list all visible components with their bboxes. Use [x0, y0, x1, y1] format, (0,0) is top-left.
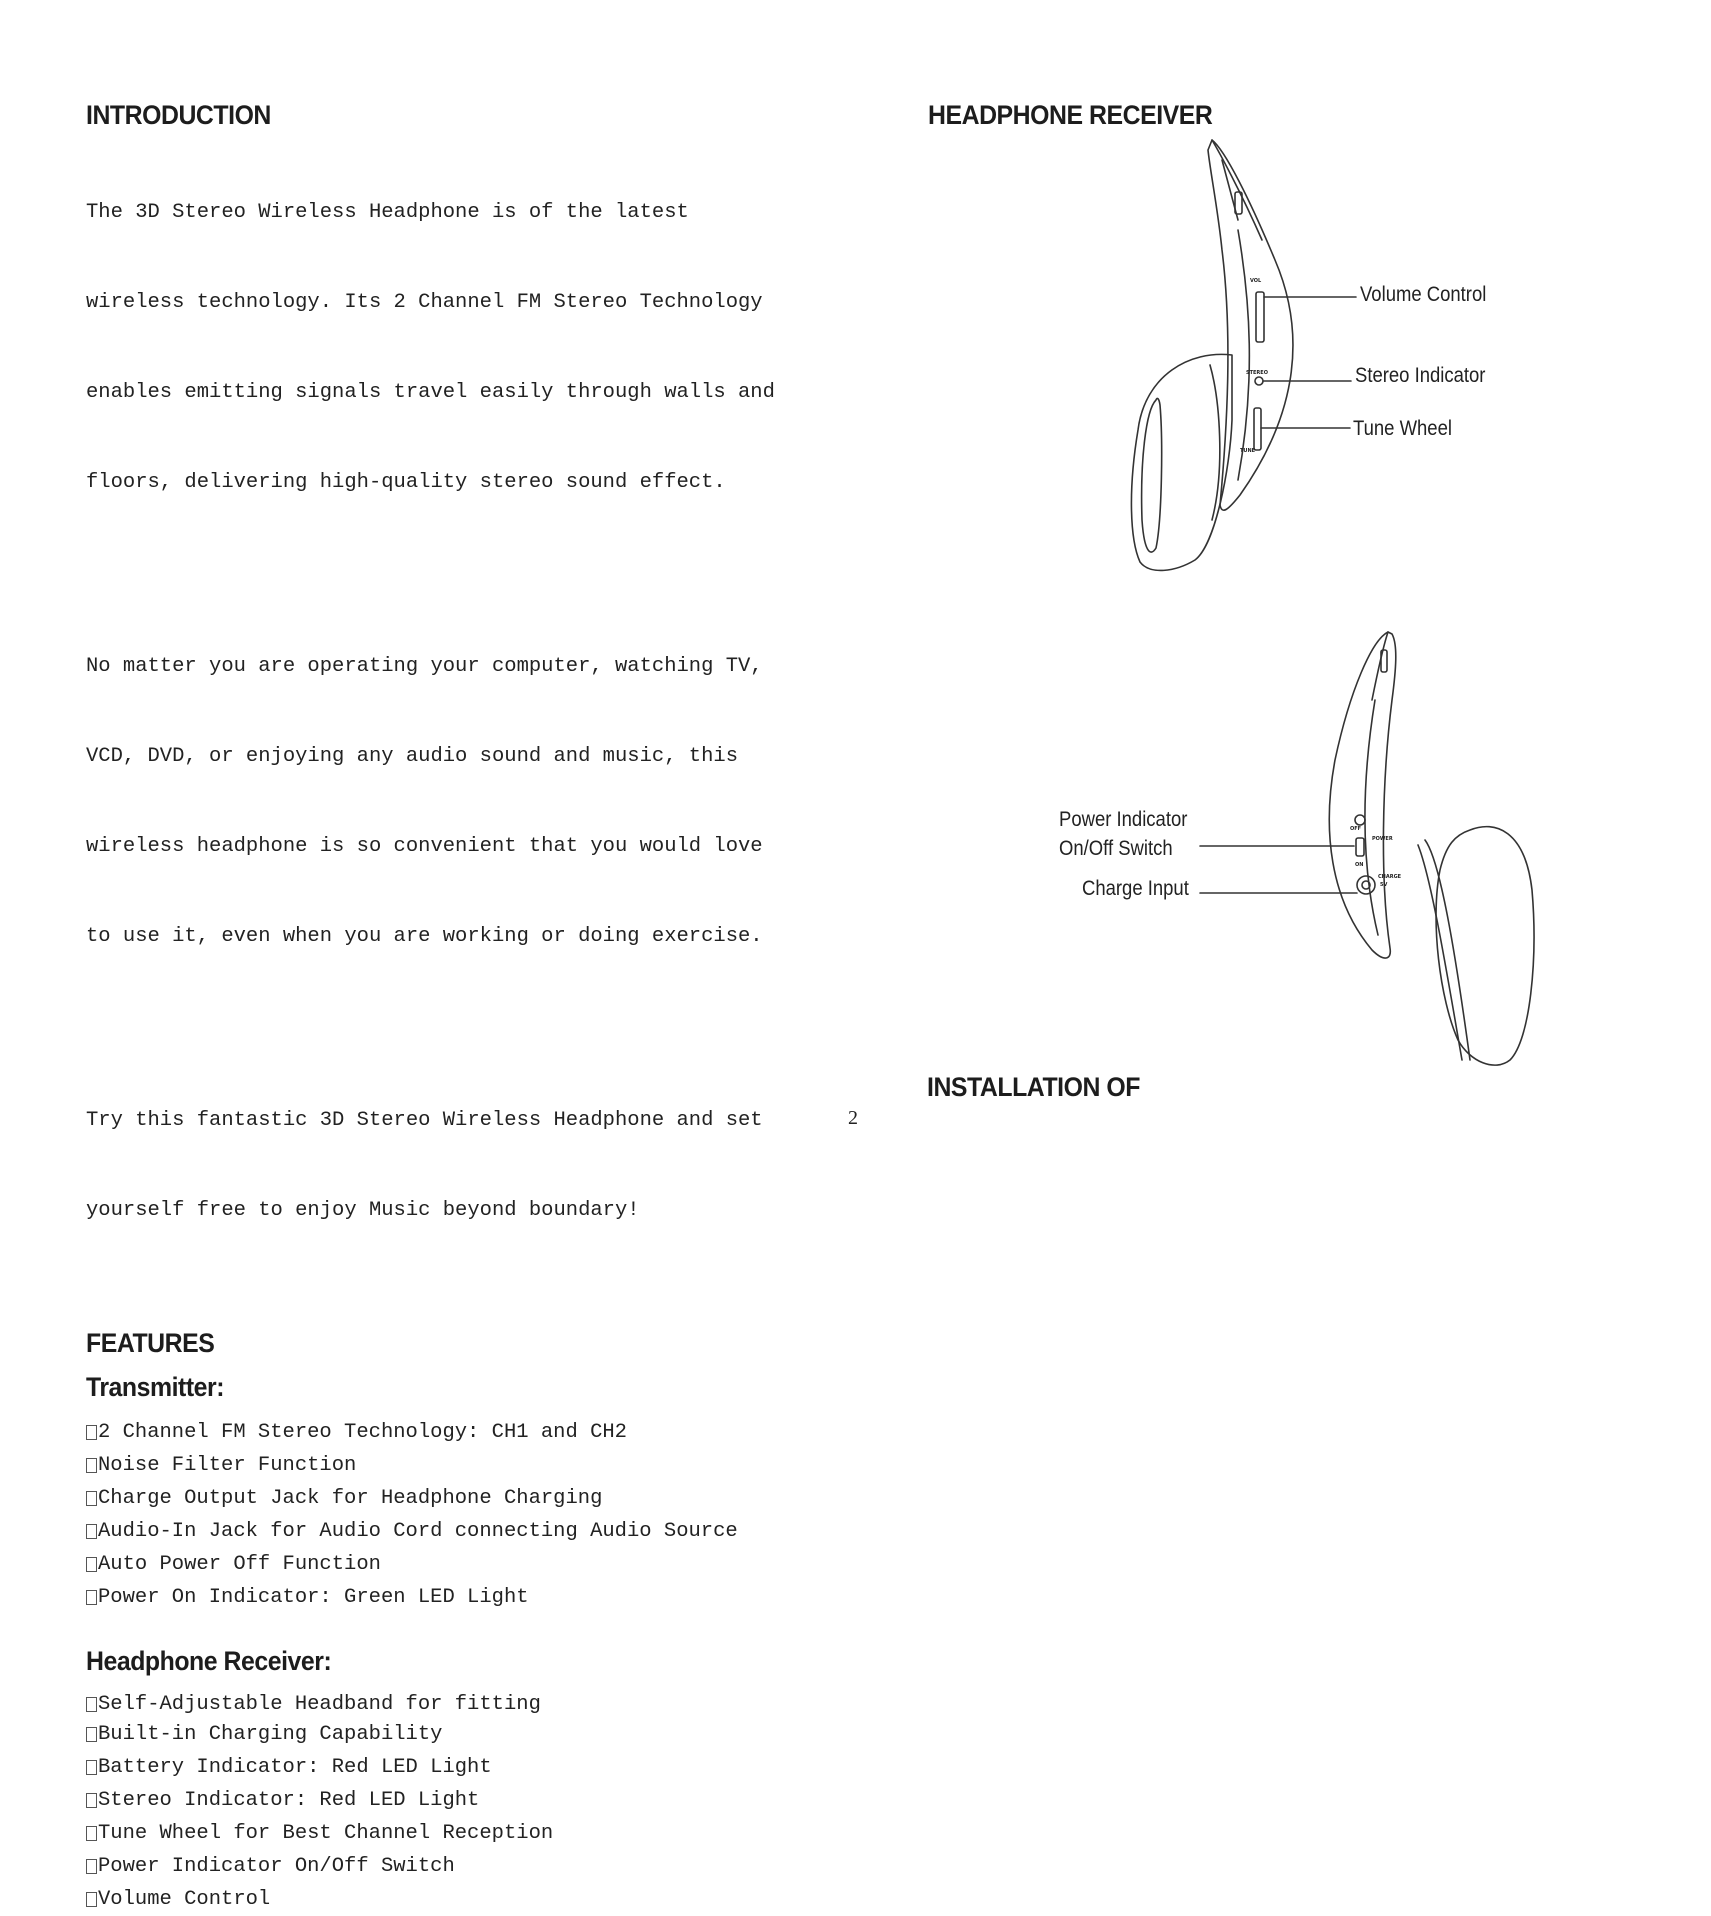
list-item	[86, 1850, 806, 1883]
list-item	[86, 1416, 806, 1449]
checkbox-bullet-icon	[86, 1793, 97, 1808]
paragraph-line: floors, delivering high-quality stereo sound effect.	[86, 471, 726, 494]
paragraph-line: The 3D Stereo Wireless Headphone is of the latest	[86, 201, 689, 224]
list-item	[86, 1482, 806, 1515]
earcup-outline	[1436, 827, 1534, 1066]
list-item	[86, 1784, 806, 1817]
paragraph-line: wireless headphone is so convenient that you would love	[86, 835, 763, 858]
list-item	[86, 1515, 806, 1548]
checkbox-bullet-icon	[86, 1458, 97, 1473]
list-item	[86, 1718, 806, 1751]
list-item	[86, 1817, 806, 1850]
checkbox-bullet-icon	[86, 1727, 97, 1742]
list-item	[86, 1751, 806, 1784]
transmitter-feature-list	[86, 1416, 806, 1614]
headphone-receiver-heading: HEADPHONE RECEIVER	[928, 100, 1213, 130]
feature-text: Volume Control	[98, 1888, 271, 1911]
feature-text: Battery Indicator: Red LED Light	[98, 1756, 492, 1779]
feature-text: Built-in Charging Capability	[98, 1723, 443, 1746]
feature-text: Audio-In Jack for Audio Cord connecting Audio Source	[98, 1520, 738, 1543]
checkbox-bullet-icon	[86, 1425, 97, 1440]
checkbox-bullet-icon	[86, 1697, 97, 1712]
checkbox-bullet-icon	[86, 1491, 97, 1506]
off-marking: OFF	[1350, 826, 1362, 832]
volume-control-label: Volume Control	[1360, 283, 1487, 306]
checkbox-bullet-icon	[86, 1524, 97, 1539]
earcup-inner	[1425, 840, 1470, 1060]
headphone-receiver-features-heading: Headphone Receiver:	[86, 1646, 332, 1676]
feature-text: Self-Adjustable Headband for fitting	[98, 1692, 541, 1716]
paragraph-line: VCD, DVD, or enjoying any audio sound and music, this	[86, 745, 739, 768]
paragraph-line: enables emitting signals travel easily through walls and	[86, 381, 775, 404]
feature-text: Stereo Indicator: Red LED Light	[98, 1789, 480, 1812]
power-indicator-label: Power Indicator	[1059, 808, 1188, 831]
feature-text: Noise Filter Function	[98, 1454, 357, 1477]
page-number: 2	[848, 1107, 858, 1129]
list-item	[86, 1690, 806, 1718]
features-heading: FEATURES	[86, 1328, 215, 1358]
tune-wheel-label: Tune Wheel	[1353, 417, 1452, 440]
feature-text: Tune Wheel for Best Channel Reception	[98, 1822, 554, 1845]
feature-text: Power Indicator On/Off Switch	[98, 1855, 455, 1878]
volts-marking: 5V	[1380, 882, 1388, 888]
feature-text: Power On Indicator: Green LED Light	[98, 1586, 529, 1609]
paragraph-line: yourself free to enjoy Music beyond boundary!	[86, 1199, 640, 1222]
list-item	[86, 1548, 806, 1581]
list-item	[86, 1581, 806, 1614]
checkbox-bullet-icon	[86, 1760, 97, 1775]
on-off-switch-label: On/Off Switch	[1059, 837, 1173, 860]
stereo-marking: STEREO	[1246, 370, 1268, 376]
paragraph-line: Try this fantastic 3D Stereo Wireless Headphone and set	[86, 1109, 763, 1132]
feature-text: Auto Power Off Function	[98, 1553, 381, 1576]
feature-text: Charge Output Jack for Headphone Charging	[98, 1487, 603, 1510]
charge-marking: CHARGE	[1378, 874, 1402, 880]
stereo-indicator-label: Stereo Indicator	[1355, 364, 1486, 387]
vol-marking: VOL	[1250, 278, 1262, 284]
list-item	[86, 1449, 806, 1482]
checkbox-bullet-icon	[86, 1557, 97, 1572]
transmitter-heading: Transmitter:	[86, 1372, 225, 1402]
checkbox-bullet-icon	[86, 1892, 97, 1907]
headband-outline	[1329, 632, 1395, 958]
paragraph-line: No matter you are operating your computer, watching TV,	[86, 655, 763, 678]
feature-text: 2 Channel FM Stereo Technology: CH1 and CH2	[98, 1421, 627, 1444]
introduction-heading: INTRODUCTION	[86, 100, 271, 130]
tune-marking: TUNE	[1240, 448, 1256, 454]
list-item	[86, 1883, 806, 1916]
checkbox-bullet-icon	[86, 1859, 97, 1874]
installation-heading: INSTALLATION OF	[927, 1072, 1140, 1102]
on-marking: ON	[1355, 862, 1364, 868]
checkbox-bullet-icon	[86, 1826, 97, 1841]
checkbox-bullet-icon	[86, 1590, 97, 1605]
charge-input-label: Charge Input	[1082, 877, 1189, 900]
paragraph-line: wireless technology. Its 2 Channel FM Stereo Technology	[86, 291, 763, 314]
power-marking: POWER	[1372, 836, 1393, 842]
receiver-feature-list	[86, 1690, 806, 1916]
paragraph-line: to use it, even when you are working or doing exercise.	[86, 925, 763, 948]
